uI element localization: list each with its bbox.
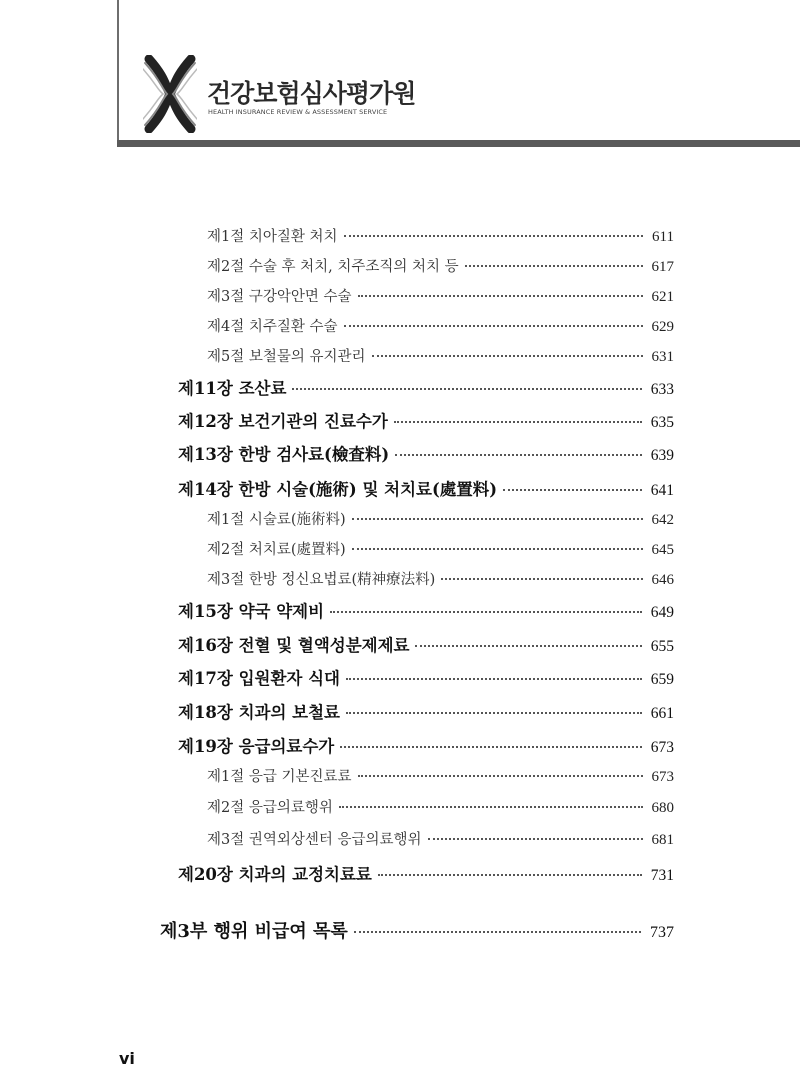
toc-entry-label: 제5절 보철물의 유지관리 <box>207 349 366 365</box>
toc-entry-chapter[interactable] <box>178 476 674 500</box>
toc-entry-part[interactable] <box>160 917 674 943</box>
dot-leader <box>346 712 642 714</box>
dot-leader <box>395 454 642 456</box>
dot-leader <box>441 578 642 580</box>
org-name-english: HEALTH INSURANCE REVIEW & ASSESSMENT SERVICE <box>208 108 388 116</box>
dot-leader <box>394 421 642 423</box>
toc-entry-page: 646 <box>651 572 674 588</box>
toc-entry-label: 제17장 입원환자 식대 <box>178 669 340 688</box>
toc-entry-label: 제20장 치과의 교정치료료 <box>178 865 372 884</box>
toc-entry-label: 제3절 권역외상센터 응급의료행위 <box>207 832 422 848</box>
toc-entry-page: 673 <box>650 739 674 756</box>
toc-entry-section[interactable] <box>207 508 674 529</box>
toc-entry-label: 제4절 치주질환 수술 <box>207 319 338 335</box>
header-vertical-rule <box>117 0 119 146</box>
toc-entry-label: 제3절 구강악안면 수술 <box>207 289 352 305</box>
toc-entry-label: 제2절 처치료(處置料) <box>207 542 346 558</box>
toc-entry-chapter[interactable] <box>178 441 674 465</box>
toc-entry-chapter[interactable] <box>178 733 674 757</box>
toc-entry-page: 680 <box>651 800 674 816</box>
toc-entry-label: 제1절 응급 기본진료료 <box>207 769 352 785</box>
toc-entry-page: 633 <box>650 381 674 398</box>
toc-entry-page: 635 <box>650 414 674 431</box>
toc-entry-page: 641 <box>650 482 674 499</box>
toc-entry-label: 제16장 전혈 및 혈액성분제제료 <box>178 636 410 655</box>
toc-entry-label: 제2절 응급의료행위 <box>207 800 333 816</box>
toc-entry-page: 655 <box>650 638 674 655</box>
dot-leader <box>428 838 643 840</box>
toc-entry-section[interactable] <box>207 796 674 817</box>
toc-entry-label: 제11장 조산료 <box>178 379 287 398</box>
dot-leader <box>358 295 643 297</box>
toc-entry-section[interactable] <box>207 765 674 786</box>
hira-x-logo-icon <box>143 55 197 133</box>
toc-entry-page: 645 <box>651 542 674 558</box>
toc-entry-chapter[interactable] <box>178 861 674 885</box>
toc-entry-label: 제19장 응급의료수가 <box>178 737 335 756</box>
dot-leader <box>292 388 641 390</box>
toc-entry-section[interactable] <box>207 285 674 306</box>
toc-entry-page: 681 <box>651 832 674 848</box>
toc-entry-label: 제12장 보건기관의 진료수가 <box>178 412 388 431</box>
dot-leader <box>378 874 642 876</box>
toc-entry-chapter[interactable] <box>178 665 674 689</box>
toc-entry-chapter[interactable] <box>178 408 674 432</box>
toc-entry-chapter[interactable] <box>178 375 674 399</box>
toc-entry-chapter[interactable] <box>178 699 674 723</box>
toc-entry-page: 611 <box>652 229 674 245</box>
dot-leader <box>503 489 642 491</box>
dot-leader <box>340 746 642 748</box>
toc-entry-label: 제1절 시술료(施術料) <box>207 512 346 528</box>
toc-entry-section[interactable] <box>207 568 674 589</box>
dot-leader <box>352 518 643 520</box>
toc-entry-chapter[interactable] <box>178 632 674 656</box>
dot-leader <box>352 548 643 550</box>
toc-entry-chapter[interactable] <box>178 598 674 622</box>
toc-entry-label: 제1절 치아질환 처치 <box>207 229 338 245</box>
toc-entry-page: 642 <box>651 512 674 528</box>
org-name: 건강보험심사평가원 <box>207 79 416 108</box>
toc-entry-label: 제3절 한방 정신요법료(精神療法料) <box>207 572 436 588</box>
dot-leader <box>339 806 643 808</box>
dot-leader <box>372 355 643 357</box>
toc-entry-label: 제3부 행위 비급여 목록 <box>160 921 348 942</box>
dot-leader <box>344 235 644 237</box>
toc-entry-label: 제15장 약국 약제비 <box>178 602 325 621</box>
toc-entry-page: 649 <box>650 604 674 621</box>
toc-entry-section[interactable] <box>207 345 674 366</box>
header-horizontal-rule <box>117 140 800 147</box>
toc-entry-label: 제14장 한방 시술(施術) 및 처치료(處置料) <box>178 480 498 499</box>
dot-leader <box>346 678 642 680</box>
toc-entry-page: 673 <box>651 769 674 785</box>
toc-entry-section[interactable] <box>207 828 674 849</box>
dot-leader <box>354 931 641 933</box>
dot-leader <box>465 265 643 267</box>
page-number: vi <box>119 1049 135 1068</box>
toc-entry-page: 629 <box>651 319 674 335</box>
dot-leader <box>358 775 643 777</box>
toc-entry-label: 제13장 한방 검사료(檢査料) <box>178 445 390 464</box>
toc-entry-section[interactable] <box>207 538 674 559</box>
toc-entry-section[interactable] <box>207 255 674 276</box>
toc-entry-page: 731 <box>650 867 674 884</box>
toc-entry-page: 737 <box>650 924 674 941</box>
toc-entry-page: 639 <box>650 447 674 464</box>
dot-leader <box>330 611 642 613</box>
toc-entry-label: 제18장 치과의 보철료 <box>178 703 340 722</box>
dot-leader <box>415 645 641 647</box>
toc-entry-label: 제2절 수술 후 처치, 치주조직의 처치 등 <box>207 259 459 275</box>
toc-entry-page: 659 <box>650 671 674 688</box>
toc-entry-page: 661 <box>650 705 674 722</box>
toc-entry-section[interactable] <box>207 225 674 246</box>
toc-entry-page: 621 <box>651 289 674 305</box>
toc-entry-page: 617 <box>651 259 674 275</box>
dot-leader <box>344 325 643 327</box>
toc-entry-section[interactable] <box>207 315 674 336</box>
toc-entry-page: 631 <box>651 349 674 365</box>
